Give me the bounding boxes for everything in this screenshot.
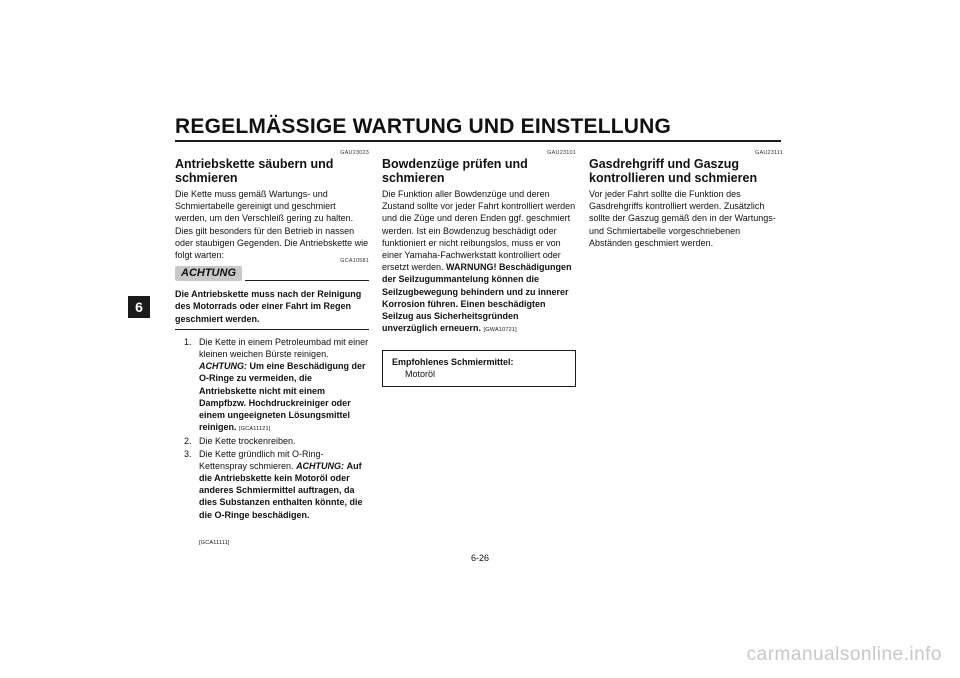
list-item	[175, 435, 369, 447]
step-text: Die Kette trockenreiben.	[199, 436, 296, 447]
caution-header	[175, 258, 369, 282]
caution-badge: ACHTUNG	[175, 266, 242, 281]
chapter-tab	[128, 296, 150, 318]
section-heading: Gasdrehgriff und Gaszug kontrollieren und schmieren	[589, 157, 758, 185]
step-number: 2.	[184, 436, 192, 447]
caution-header-line	[245, 280, 369, 281]
end-code-row	[175, 531, 369, 549]
section-heading: Bowdenzüge prüfen und schmieren	[382, 157, 528, 185]
caution-code: GCA10581	[340, 258, 369, 265]
chapter-number: 6	[135, 299, 143, 315]
page-title: REGELMÄSSIGE WARTUNG UND EINSTELLUNG	[175, 115, 672, 138]
watermark: carmanualsonline.info	[746, 644, 942, 665]
column-chain-cleaning	[175, 150, 369, 549]
section-intro: Vor jeder Fahrt sollte die Funktion des Gasdrehgriffs kontrolliert werden. Zusätzlich sollte der Gaszug gemäß den in der Wartungs- und Schmiertabelle vorgeschriebenen Abständen geschmiert werden.	[589, 189, 776, 248]
title-rule	[175, 140, 781, 142]
step-warning-text: Um eine Beschädigung der O-Ringe zu vermeiden, die Antriebskette nicht mit einem Dampfbzw. Hochdruckreiniger oder einem ungeeigneten Lösungsmittel reinigen.	[199, 361, 366, 433]
section-intro: Die Funktion aller Bowdenzüge und deren Zustand sollte vor jeder Fahrt kontrolliert werden und die Züge und deren Enden ggf. geschmiert werden. Ist ein Bowdenzug beschädigt oder funktioniert er nicht reibungslos, muss er von einer Yamaha-Fachwerkstatt kontrolliert oder ersetzt werden.	[382, 189, 576, 273]
caution-text: Die Antriebskette muss nach der Reinigung des Motorrads oder einer Fahrt im Regen geschmiert werden.	[175, 289, 362, 324]
step-warning-text: Auf die Antriebskette kein Motoröl oder anderes Schmiermittel auftragen, da dies Substanzen enthalten könnte, die die O-Ringe beschädigen.	[199, 460, 363, 520]
lubricant-value: Motoröl	[405, 369, 436, 380]
list-item	[175, 448, 369, 521]
step-number: 3.	[184, 448, 192, 459]
step-list	[175, 336, 369, 521]
section-intro: Die Kette muss gemäß Wartungs- und Schmiertabelle gereinigt und geschmiert werden, um den Verschleiß gering zu halten. Dies gilt besonders für den Betrieb in nassen oder staubigen Gegenden. Die Antriebskette wie folgt warten:	[175, 189, 369, 261]
step-text: Die Kette in einem Petroleumbad mit einer kleinen weichen Bürste reinigen.	[199, 336, 369, 360]
column-cables	[382, 150, 576, 387]
step-number: 1.	[184, 336, 192, 347]
step-text: Die Kette gründlich mit O-Ring-Kettenspray schmieren.	[199, 448, 324, 471]
warning-code: [GWA10721]	[483, 327, 517, 334]
section-heading: Antriebskette säubern und schmieren	[175, 157, 334, 185]
step-code: [GCA11121]	[239, 426, 271, 433]
lubricant-box	[382, 350, 576, 387]
step-warning-label: ACHTUNG:	[199, 361, 247, 372]
section-code: GAU23111	[755, 150, 783, 156]
page-number: 6-26	[470, 553, 489, 563]
step-warning-label: ACHTUNG:	[296, 460, 345, 471]
section-code: GAU23023	[340, 150, 369, 156]
lubricant-label: Empfohlenes Schmiermittel:	[392, 357, 514, 368]
warning-text: WARNUNG! Beschädigungen der Seilzugummantelung können die Seilzugbewegung behindern und zu innerer Korrosion führen. Einen beschädigten Seilzug aus Sicherheitsgründen unverzüglich erneuern.	[382, 262, 572, 334]
column-throttle	[589, 150, 783, 249]
end-code: [GCA11111]	[199, 539, 230, 546]
list-item	[175, 336, 369, 436]
section-code: GAU23101	[547, 150, 576, 156]
section-body	[382, 188, 576, 336]
caution-rule	[175, 329, 369, 330]
